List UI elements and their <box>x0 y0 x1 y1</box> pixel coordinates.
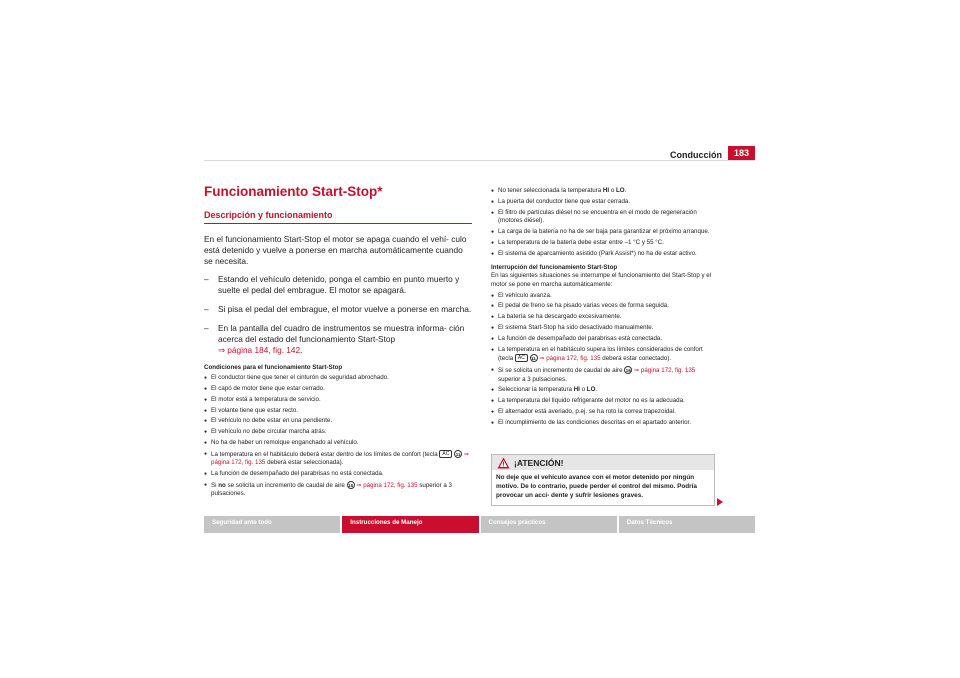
condition-emphasis: no <box>218 481 226 489</box>
condition-item: ● El conductor tiene que tener el cinturón de seguridad abrochado. <box>204 374 472 383</box>
interruption-item <box>491 386 719 395</box>
header-divider <box>204 160 755 161</box>
interruption-text: superior a 3 pulsaciones. <box>498 375 567 383</box>
condition-item: ● El sistema de aparcamiento asistido (Park Assist*) no ha de estar activo. <box>491 250 719 259</box>
section-title: Funcionamiento Start-Stop* <box>204 184 383 199</box>
condition-text: La temperatura en el habitáculo deberá estar dentro de los límites de confort (tecla <box>211 450 438 458</box>
interruption-item <box>491 366 719 384</box>
conditions-list <box>204 374 472 499</box>
page-header-title: Conducción <box>670 150 722 160</box>
condition-text: Si <box>211 481 217 489</box>
interruption-item: ● El pedal de freno se ha pisado varias veces de forma seguida. <box>491 302 719 311</box>
condition-item: ● El capó de motor tiene que estar cerrado. <box>204 385 472 394</box>
continue-arrow-icon <box>717 498 723 506</box>
interruption-item <box>491 346 719 364</box>
dash-item: – Si pisa el pedal del embrague, el motor vuelve a ponerse en marcha. <box>204 304 472 315</box>
conditions-heading: Condiciones para el funcionamiento Start-Stop <box>204 364 343 371</box>
control-number-icon: 11 <box>455 451 461 457</box>
condition-text: se solicita un incremento de caudal de aire <box>227 481 345 489</box>
interruption-item: ● La función de desempañado del parabrisas está conectada. <box>491 335 719 344</box>
condition-text: . <box>624 187 627 195</box>
page-number-badge: 183 <box>728 146 755 161</box>
interruption-text: Seleccionar la temperatura <box>498 386 572 394</box>
dash-list <box>204 274 472 356</box>
dash-item: – En la pantalla del cuadro de instrumentos se muestra informa- ción acerca del estado del funcionamiento Start-Stop ⇒ página 184, fig. 142. <box>204 323 472 356</box>
footer-tab-consejos[interactable]: Consejos prácticos <box>481 516 617 533</box>
lo-label: LO <box>586 386 596 394</box>
left-column <box>204 183 472 499</box>
interruption-text: . <box>595 386 598 394</box>
ac-key-icon: AC <box>515 354 528 362</box>
warning-header <box>492 455 714 470</box>
interruption-item: ● El vehículo avanza. <box>491 292 719 301</box>
interruption-text: o <box>581 386 586 394</box>
condition-text: deberá estar seleccionada). <box>267 459 344 467</box>
condition-item: ● No ha de haber un remolque enganchado al vehículo. <box>204 439 472 448</box>
right-column <box>491 185 719 427</box>
condition-item <box>204 481 472 499</box>
condition-item: ● El vehículo no debe estar en una pendiente. <box>204 417 472 426</box>
condition-text: superior a 3 pulsaciones. <box>211 481 452 498</box>
condition-item: ● El filtro de partículas diésel no se encuentra en el modo de regeneración (motores diésel). <box>491 209 719 226</box>
interruption-list <box>491 292 719 428</box>
condition-item: ● La función de desempañado del parabrisas no está conectada. <box>204 470 472 479</box>
condition-item: ● La puerta del conductor tiene que estar cerrada. <box>491 198 719 207</box>
warning-title: ¡ATENCIÓN! <box>514 458 564 468</box>
interruption-item: ● El alternador está averiado, p.ej. se ha roto la correa trapezoidal. <box>491 408 719 417</box>
control-number-icon: 16 <box>625 367 631 373</box>
interruption-text: La temperatura en el habitáculo supera los límites considerados de confort (tecla <box>498 345 703 363</box>
condition-item <box>491 187 719 196</box>
footer-tab-instrucciones[interactable]: Instrucciones de Manejo <box>342 516 478 533</box>
interruption-heading: Interrupción del funcionamiento Start-Stop <box>491 264 618 272</box>
lo-label: LO <box>616 187 625 195</box>
dash-item-text: En la pantalla del cuadro de instrumentos se muestra informa- ción acerca del estado del funcionamiento Start-Stop <box>218 323 465 344</box>
warning-box <box>491 454 715 506</box>
interruption-item: ● El incumplimiento de las condiciones descritas en el apartado anterior. <box>491 419 719 428</box>
interruption-text: Si se solicita un incremento de caudal de aire <box>498 366 623 374</box>
condition-item: ● La temperatura de la batería debe estar entre –1 °C y 55 °C. <box>491 239 719 248</box>
interruption-item: ● La temperatura del líquido refrigerante del motor no es la adecuada. <box>491 397 719 406</box>
page-reference-link[interactable]: ⇒ página 184, fig. 142 <box>218 345 301 355</box>
intro-paragraph: En el funcionamiento Start-Stop el motor se apaga cuando el vehí- culo está detenido y vuelve a ponerse en marcha automáticamente cuando se necesita. <box>204 234 467 266</box>
hi-label: HI <box>573 386 580 394</box>
interruption-intro: En las siguientes situaciones se interrumpe el funcionamiento del Start-Stop y el motor se pone en marcha automáticamente: <box>491 272 712 288</box>
page-reference-link[interactable]: ⇒ página 172, fig. 135 <box>539 355 601 363</box>
condition-item: ● El motor está a temperatura de servicio. <box>204 396 472 405</box>
dash-item: – Estando el vehículo detenido, ponga el cambio en punto muerto y suelte el pedal del embrague. El motor se apagará. <box>204 274 472 296</box>
condition-text: No tener seleccionada la temperatura <box>498 187 602 195</box>
page-reference-link[interactable]: ⇒ página 172, fig. 135 <box>633 366 696 374</box>
subsection-title: Descripción y funcionamiento <box>204 210 472 224</box>
warning-text: No deje que el vehículo avance con el motor detenido por ningún motivo. De lo contrario, puede perder el control del mismo. Podría provocar un acci- dente y sufrir lesiones graves. <box>496 474 697 499</box>
condition-item <box>204 450 472 468</box>
interruption-text: deberá estar conectado). <box>602 355 672 363</box>
condition-item: ● El volante tiene que estar recto. <box>204 407 472 416</box>
footer-tab-datos[interactable]: Datos Técnicos <box>619 516 755 533</box>
footer-nav <box>204 516 755 533</box>
page-reference-link[interactable]: ⇒ página 172, fig. 135 <box>211 450 470 467</box>
warning-triangle-icon <box>497 456 510 474</box>
conditions-list-continued <box>491 187 719 258</box>
condition-text: o <box>610 187 615 195</box>
control-number-icon: 16 <box>348 482 354 488</box>
ac-key-icon: AC <box>439 450 452 458</box>
interruption-item: ● El sistema Start-Stop ha sido desactivado manualmente. <box>491 324 719 333</box>
page-reference-link[interactable]: ⇒ página 172, fig. 135 <box>356 481 418 489</box>
condition-item: ● El vehículo no debe circular marcha atrás. <box>204 428 472 437</box>
control-number-icon: 11 <box>531 356 536 362</box>
condition-item: ● La carga de la batería no ha de ser baja para garantizar el próximo arranque. <box>491 228 719 237</box>
hi-label: HI <box>602 187 610 195</box>
interruption-item: ● La batería se ha descargado excesivamente. <box>491 313 719 322</box>
footer-tab-seguridad[interactable]: Seguridad ante todo <box>204 516 340 533</box>
